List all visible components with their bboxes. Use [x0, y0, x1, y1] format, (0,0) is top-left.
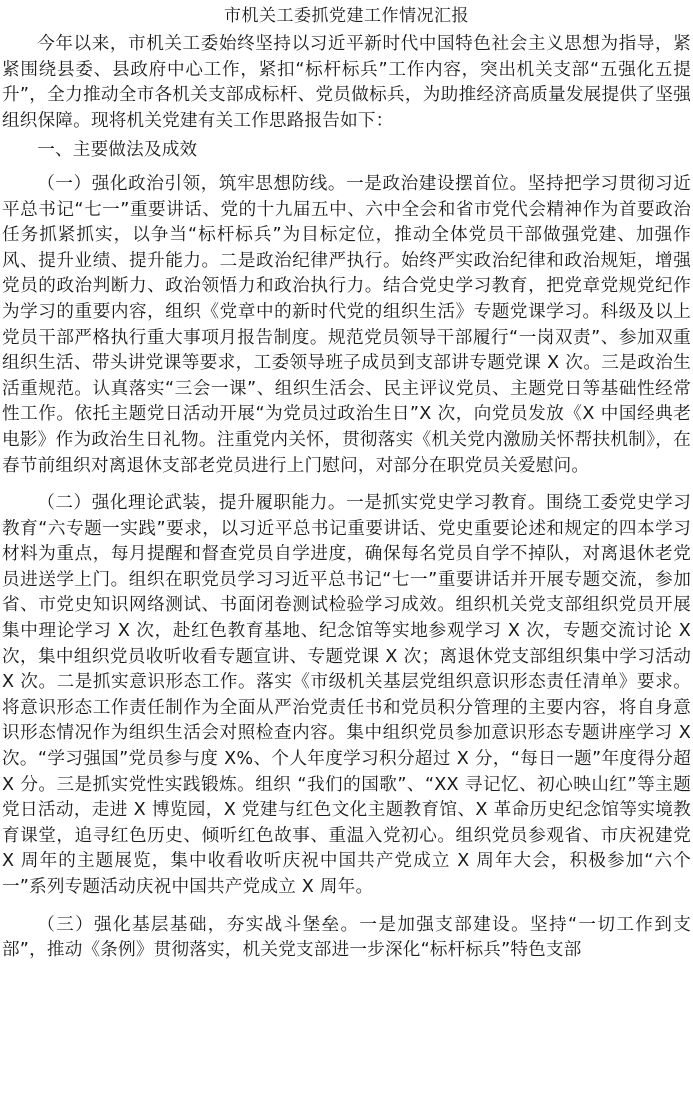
document-title: 市机关工委抓党建工作情况汇报	[224, 6, 469, 26]
body-paragraph-1: （一）强化政治引领，筑牢思想防线。一是政治建设摆首位。坚持把学习贯彻习近平总书记“七一”重要讲话、党的十九届五中、六中全会和省市党代会精神作为首要政治任务抓紧抓实，以争当“标杆标兵”为目标定位，推动全体党员干部做强党建、加强作风、提升业绩、提升能力。二是政治纪律严执行。始终严实政治纪律和政治规矩，增强党员的政治判断力、政治领悟力和政治执行力。结合党史学习教育，把党章党规党纪作为学习的重要内容，组织《党章中的新时代党的组织生活》专题党课学习。科级及以上党员干部严格执行重大事项月报告制度。规范党员领导干部履行“一岗双责”、参加双重组织生活、带头讲党课等要求，工委领导班子成员到支部讲专题党课 X 次。三是政治生活重规范。认真落实“三会一课”、组织生活会、民主评议党员、主题党日等基础性经常性工作。依托主题党日活动开展“为党员过政治生日”X 次，向党员发放《X 中国经典老电影》作为政治生日礼物。注重党内关怀，贯彻落实《机关党内激励关怀帮扶机制》，在春节前组织对离退休支部老党员进行上门慰问，对部分在职党员关爱慰问。	[2, 173, 691, 476]
body-paragraph-3: （三）强化基层基础，夯实战斗堡垒。一是加强支部建设。坚持“一切工作到支部”，推动《条例》贯彻落实，机关党支部进一步深化“标杆标兵”特色支部	[2, 914, 691, 961]
body-paragraph-2: （二）强化理论武装，提升履职能力。一是抓实党史学习教育。围绕工委党史学习教育“六专题一实践”要求，以习近平总书记重要讲话、党史重要论述和规定的四本学习材料为重点，每月提醒和督查党员自学进度，确保每名党员自学不掉队，对离退休老党员进送学上门。组织在职党员学习习近平总书记“七一”重要讲话并开展专题交流，参加省、市党史知识网络测试、书面闭卷测试检验学习成效。组织机关党支部组织党员开展集中理论学习 X 次，赴红色教育基地、纪念馆等实地参观学习 X 次，专题交流讨论 X 次，集中组织党员收听收看专题宣讲、专题党课 X 次；离退休党支部组织集中学习活动 X 次。二是抓实意识形态工作。落实《市级机关基层党组织意识形态责任清单》要求。将意识形态工作责任制作为全面从严治党责任书和党员积分管理的主要内容，将自身意识形态情况作为组织生活会对照检查内容。集中组织党员参加意识形态专题讲座学习 X 次。“学习强国”党员参与度 X%、个人年度学习积分超过 X 分，“每日一题”年度得分超 X 分。三是抓实党性实践锻炼。组织 “我们的国歌”、“XX 寻记忆、初心映山红”等主题党日活动，走进 X 博览园，X 党建与红色文化主题教育馆、X 革命历史纪念馆等实境教育课堂，追寻红色历史、倾听红色故事、重温入党初心。组织党员参观省、市庆祝建党 X 周年的主题展览，集中收看收听庆祝中国共产党成立 X 周年大会，积极参加“六个一”系列专题活动庆祝中国共产党成立 X 周年。	[2, 493, 691, 897]
intro-paragraph: 今年以来，市机关工委始终坚持以习近平新时代中国特色社会主义思想为指导，紧紧围绕县委、县政府中心工作，紧扣“标杆标兵”工作内容，突出机关支部“五强化五提升”，全力推动全市各机关支部成标杆、党员做标兵，为助推经济高质量发展提供了坚强组织保障。现将机关党建有关工作思路报告如下：	[2, 34, 691, 131]
section-heading: 一、主要做法及成效	[37, 140, 198, 161]
